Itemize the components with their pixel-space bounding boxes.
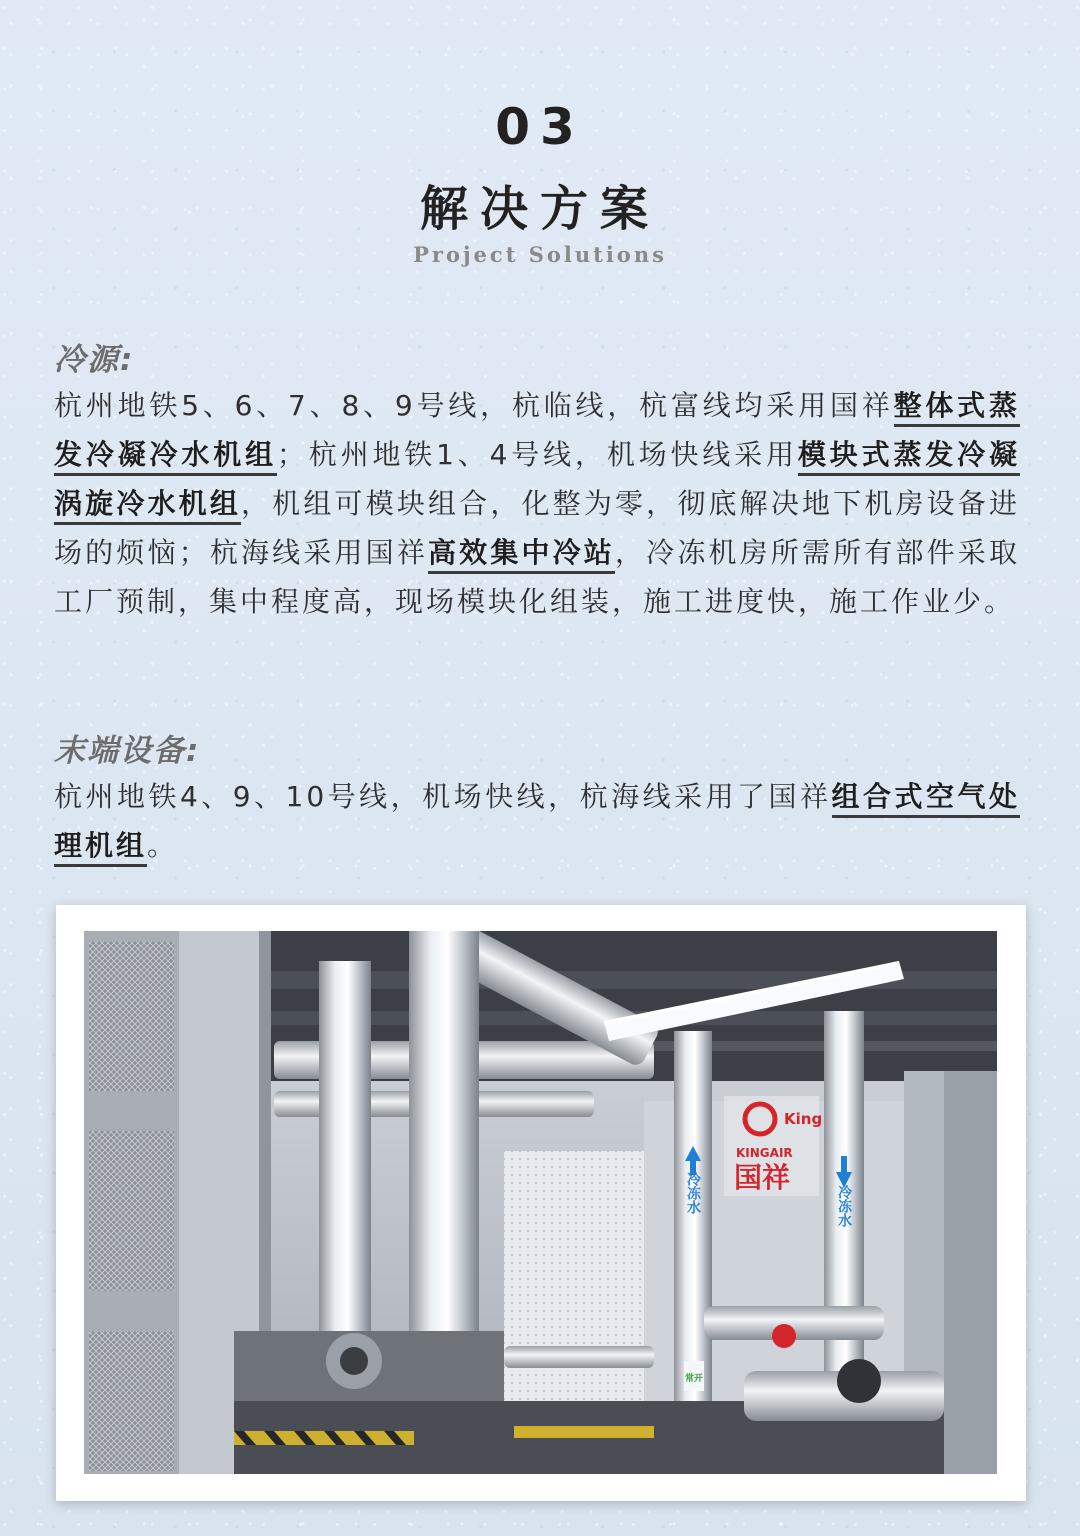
valve-tag: 常开 bbox=[684, 1374, 704, 1384]
kingair-logo bbox=[724, 1096, 822, 1196]
cold-source-heading: 冷源: bbox=[54, 342, 135, 378]
photo-frame bbox=[56, 905, 1026, 1501]
cold-source-text-3: ，机组可模块组合，化整为零，彻底解决地下机房设备进场的烦恼；杭海线采用国祥 bbox=[54, 487, 1020, 569]
pipe-label-right: 冷冻水 bbox=[836, 1185, 852, 1227]
terminal-text-1: 杭州地铁4、9、10号线，机场快线，杭海线采用了国祥 bbox=[54, 780, 832, 813]
section-number: 03 bbox=[495, 98, 585, 156]
section-subtitle: Project Solutions bbox=[413, 242, 667, 267]
logo-mark: King bbox=[784, 1110, 823, 1128]
terminal-text-2: 。 bbox=[147, 829, 179, 862]
cold-source-section bbox=[54, 339, 1020, 626]
highlight-air-handling-unit: 组合式空气处理机组 bbox=[54, 780, 1020, 867]
terminal-heading: 末端设备: bbox=[54, 733, 201, 769]
pipe-label-left: 冷冻水 bbox=[685, 1172, 701, 1214]
equipment-room-photo bbox=[84, 931, 997, 1474]
logo-text-en: KINGAIR bbox=[736, 1146, 793, 1160]
cold-source-paragraph bbox=[54, 381, 1020, 626]
highlight-integrated-chiller: 整体式蒸发冷凝冷水机组 bbox=[54, 389, 1020, 476]
cold-source-text-2: ；杭州地铁1、4号线，机场快线采用 bbox=[276, 438, 798, 471]
cold-source-text-4: ，冷冻机房所需所有部件采取工厂预制，集中程度高，现场模块化组装，施工进度快，施工作业少。 bbox=[54, 536, 1020, 618]
terminal-equipment-section bbox=[54, 730, 1020, 870]
highlight-central-cooling-station: 高效集中冷站 bbox=[428, 536, 615, 574]
terminal-paragraph bbox=[54, 772, 1020, 870]
cold-source-text-1: 杭州地铁5、6、7、8、9号线，杭临线，杭富线均采用国祥 bbox=[54, 389, 894, 422]
section-title: 解决方案 bbox=[419, 181, 660, 237]
highlight-modular-scroll-chiller: 模块式蒸发冷凝涡旋冷水机组 bbox=[54, 438, 1020, 525]
logo-text-cn: 国祥 bbox=[734, 1161, 791, 1194]
